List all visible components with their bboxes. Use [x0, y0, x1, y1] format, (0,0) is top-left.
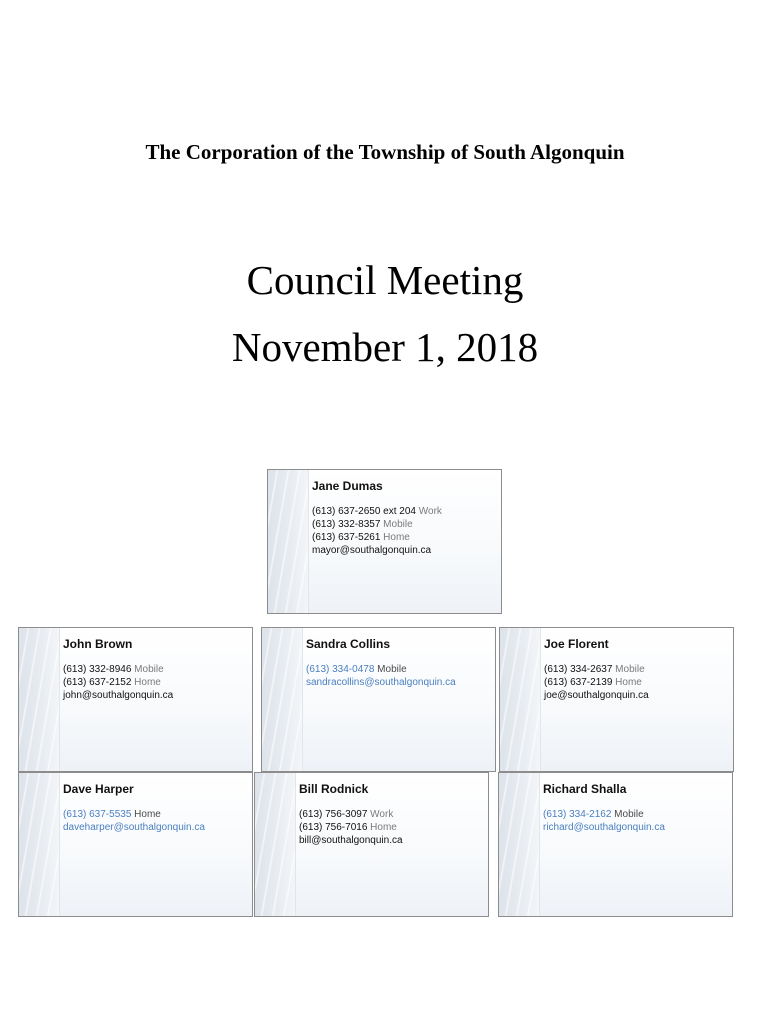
contact-card-jane-dumas: [267, 469, 502, 614]
home-label: Home: [134, 677, 161, 688]
mobile-phone: (613) 332-8946: [63, 664, 132, 675]
mobile-phone-line: [544, 663, 649, 676]
contact-card-bill-rodnick: [254, 772, 489, 917]
home-phone-line: [312, 531, 442, 544]
home-phone-line: [63, 808, 205, 821]
contact-name: Sandra Collins: [306, 637, 391, 651]
work-phone: (613) 756-3097: [299, 809, 368, 820]
home-phone: (613) 637-2152: [63, 677, 132, 688]
meeting-date: November 1, 2018: [231, 324, 539, 370]
email-link[interactable]: richard@southalgonquin.ca: [543, 822, 665, 833]
mobile-label: Mobile: [615, 664, 645, 675]
home-phone-line: [544, 676, 649, 689]
home-label: Home: [134, 809, 161, 820]
contact-name: Joe Florent: [544, 637, 609, 651]
card-decorative-stripe: [19, 773, 60, 916]
card-decorative-stripe: [500, 628, 541, 771]
home-phone: (613) 637-5261: [312, 532, 381, 543]
work-label: Work: [418, 506, 442, 517]
contact-card-dave-harper: [18, 772, 253, 917]
mobile-phone: (613) 332-8357: [312, 519, 381, 530]
contact-card-joe-florent: [499, 627, 734, 772]
work-phone: (613) 637-2650 ext 204: [312, 506, 416, 517]
contact-card-sandra-collins: [261, 627, 496, 772]
email-link[interactable]: daveharper@southalgonquin.ca: [63, 822, 205, 833]
mobile-label: Mobile: [614, 809, 644, 820]
home-label: Home: [370, 822, 397, 833]
mobile-label: Mobile: [134, 664, 164, 675]
contact-card-john-brown: [18, 627, 253, 772]
contact-name: John Brown: [63, 637, 133, 651]
mobile-phone-line: [306, 663, 456, 676]
email-link[interactable]: sandracollins@southalgonquin.ca: [306, 677, 456, 688]
mobile-phone-line: [63, 663, 173, 676]
mobile-phone[interactable]: (613) 334-0478: [306, 664, 375, 675]
contact-name: Bill Rodnick: [299, 782, 369, 796]
contact-name: Jane Dumas: [312, 479, 383, 493]
mobile-phone-line: [312, 518, 442, 531]
email: bill@southalgonquin.ca: [299, 835, 403, 846]
email: john@southalgonquin.ca: [63, 690, 174, 701]
email: mayor@southalgonquin.ca: [312, 545, 432, 556]
home-phone[interactable]: (613) 637-5535: [63, 809, 132, 820]
contact-name: Dave Harper: [63, 782, 134, 796]
home-phone-line: [299, 821, 403, 834]
mobile-label: Mobile: [383, 519, 413, 530]
home-label: Home: [615, 677, 642, 688]
contact-name: Richard Shalla: [543, 782, 627, 796]
home-phone-line: [63, 676, 173, 689]
mobile-phone: (613) 334-2637: [544, 664, 613, 675]
card-decorative-stripe: [262, 628, 303, 771]
meeting-title: Council Meeting: [246, 257, 524, 303]
card-decorative-stripe: [268, 470, 309, 613]
mobile-phone[interactable]: (613) 334-2162: [543, 809, 612, 820]
mobile-phone-line: [543, 808, 665, 821]
card-decorative-stripe: [499, 773, 540, 916]
mobile-label: Mobile: [377, 664, 407, 675]
home-label: Home: [383, 532, 410, 543]
organization-title: The Corporation of the Township of South Algonquin: [145, 140, 625, 164]
home-phone: (613) 756-7016: [299, 822, 368, 833]
email: joe@southalgonquin.ca: [544, 690, 649, 701]
work-label: Work: [370, 809, 394, 820]
work-phone-line: [299, 808, 403, 821]
work-phone-line: [312, 505, 442, 518]
home-phone: (613) 637-2139: [544, 677, 613, 688]
contact-card-richard-shalla: [498, 772, 733, 917]
card-decorative-stripe: [255, 773, 296, 916]
card-decorative-stripe: [19, 628, 60, 771]
